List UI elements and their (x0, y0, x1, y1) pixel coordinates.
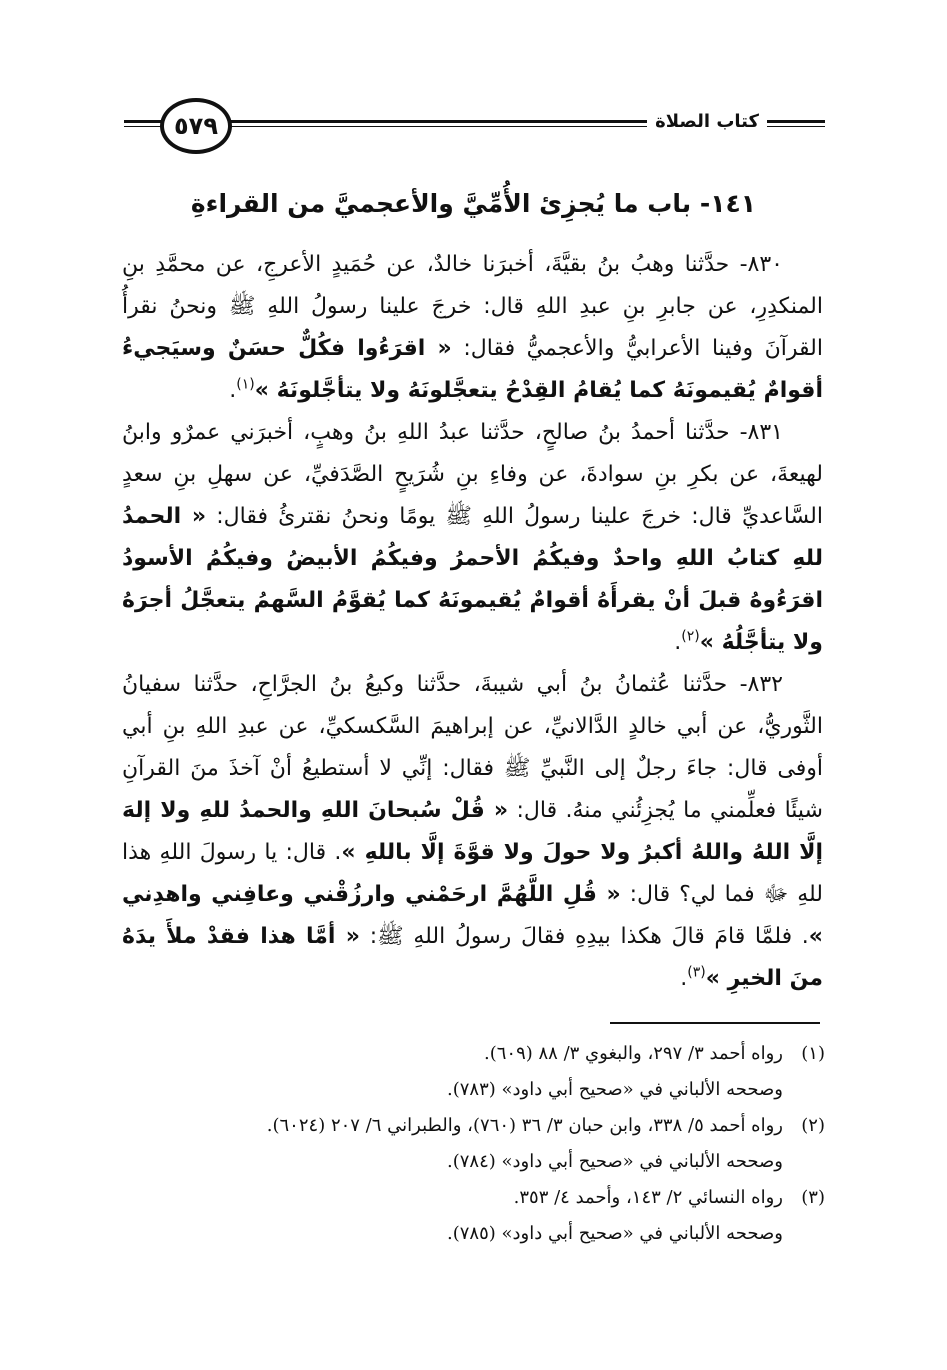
hadith-text: ٨٣٢- حدَّثنا عُثمانُ بنُ أبي شيبةَ، حدَّثنا وكيعُ بنُ الجرَّاحِ، حدَّثنا سفيانُ الثَّوريُّ، عن أبي خالدٍ الدَّالانيِّ، عن إبراهيمَ السَّكسكيِّ، عن عبدِ اللهِ بنِ أبي أوفى قال: جاءَ رجلٌ إلى النَّبيِّ ﷺ فقال: إنِّي لا أستطيعُ أنْ آخذَ منَ القرآنِ شيئًا فعلِّمني ما يُجزِئُني منهُ. قال: (122, 672, 823, 823)
footnote-line: وصححه الألباني في «صحيح أبي داود» (٧٨٤). (447, 1151, 783, 1172)
hadith-831 (122, 412, 823, 664)
page-number-badge (160, 98, 232, 154)
hadith-quote: « اقرَءُوا فكُلٌّ حسَنٌ وسيَجيءُ أقوامٌ يُقيمونَهُ كما يُقامُ القِدْحُ يتعجَّلونَهُ ولا يتأجَّلونَهُ » (122, 336, 823, 403)
hadith-mid: . فلمَّا قامَ قالَ هكذا بيدِهِ فقالَ رسولُ اللهِ ﷺ: (369, 924, 809, 949)
footnote-body (130, 1108, 783, 1180)
hadith-text: ٨٣١- حدَّثنا أحمدُ بنُ صالحٍ، حدَّثنا عبدُ اللهِ بنُ وهبٍ، أخبرَني عمرٌو وابنُ لهيعةَ، عن بكرِ بنِ سوادةَ، عن وفاءِ بنِ شُرَيحٍ الصَّدَفيِّ، عن سهلِ بنِ سعدٍ السَّاعديِّ قال: خرجَ علينا رسولُ اللهِ ﷺ يومًا ونحنُ نقترئُ فقال: (122, 420, 823, 529)
hadith-end: . (674, 630, 682, 655)
footnote-line: وصححه الألباني في «صحيح أبي داود» (٧٨٥). (447, 1223, 783, 1244)
footnote-divider (610, 1022, 820, 1024)
footnote-body (130, 1036, 783, 1108)
hadith-text: ٨٣٠- حدَّثنا وهبُ بنُ بقيَّةَ، أخبرَنا خالدٌ، عن حُمَيدٍ الأعرجِ، عن محمَّدِ بنِ المنكدِرِ، عن جابرِ بنِ عبدِ اللهِ قال: خرجَ علينا رسولُ اللهِ ﷺ ونحنُ نقرأُ القرآنَ وفينا الأعرابيُّ والأعجميُّ فقال: (122, 252, 823, 361)
main-text (122, 244, 823, 1000)
footnote-item (130, 1180, 825, 1252)
footnote-line: رواه أحمد ٣/ ٢٩٧، والبغوي ٣/ ٨٨ (٦٠٩). (484, 1043, 783, 1064)
footnotes (130, 1036, 825, 1252)
footnote-body (130, 1180, 783, 1252)
footnote-line: رواه النسائي ٢/ ١٤٣، وأحمد ٤/ ٣٥٣. (513, 1187, 783, 1208)
footnote-item (130, 1108, 825, 1180)
footnote-ref: (٢) (681, 628, 700, 645)
hadith-quote: « قُلْ سُبحانَ اللهِ والحمدُ للهِ ولا إلهَ إلَّا اللهُ واللهُ أكبرُ ولا حولَ ولا قوَّةَ إلَّا باللهِ » (122, 798, 823, 865)
running-title: كتاب الصلاة (647, 108, 767, 136)
footnote-number: (١) (801, 1043, 825, 1064)
chapter-heading: ١٤١- باب ما يُجزِئ الأُمِّيَّ والأعجميَّ من القراءةِ (190, 189, 757, 218)
footnote-item (130, 1036, 825, 1108)
footnote-line: رواه أحمد ٥/ ٣٣٨، وابن حبان ٣/ ٣٦ (٧٦٠)، والطبراني ٦/ ٢٠٧ (٦٠٢٤). (266, 1115, 783, 1136)
hadith-832 (122, 664, 823, 1000)
footnote-ref: (٣) (687, 964, 706, 981)
footnote-line: وصححه الألباني في «صحيح أبي داود» (٧٨٣). (447, 1079, 783, 1100)
hadith-quote: « أمَّا هذا فقدْ ملأَ يدَهُ منَ الخيرِ » (122, 924, 823, 991)
hadith-end: . (229, 378, 237, 403)
hadith-quote: « الحمدُ للهِ كتابُ اللهِ واحدٌ وفيكُمُ الأحمرُ وفيكُمُ الأبيضُ وفيكُمُ الأسودُ اقرَءُوهُ قبلَ أنْ يقرأَهُ أقوامٌ يُقيمونَهُ كما يُقوَّمُ السَّهمُ يتعجَّلُ أجرَهُ ولا يتأجَّلُهُ » (122, 504, 823, 655)
hadith-mid: . قال: يا رسولَ اللهِ هذا للهِ ﷻ فما لي؟ قال: (122, 840, 823, 907)
footnote-ref: (١) (236, 376, 255, 393)
footnote-number: (٢) (801, 1115, 825, 1136)
hadith-830 (122, 244, 823, 412)
footnote-number: (٣) (801, 1187, 825, 1208)
hadith-quote: « قُلِ اللَّهُمَّ ارحَمْني وارزُقْني وعافِني واهدِني » (122, 882, 823, 949)
hadith-end: . (680, 966, 688, 991)
page-number: ٥٧٩ (174, 112, 218, 140)
